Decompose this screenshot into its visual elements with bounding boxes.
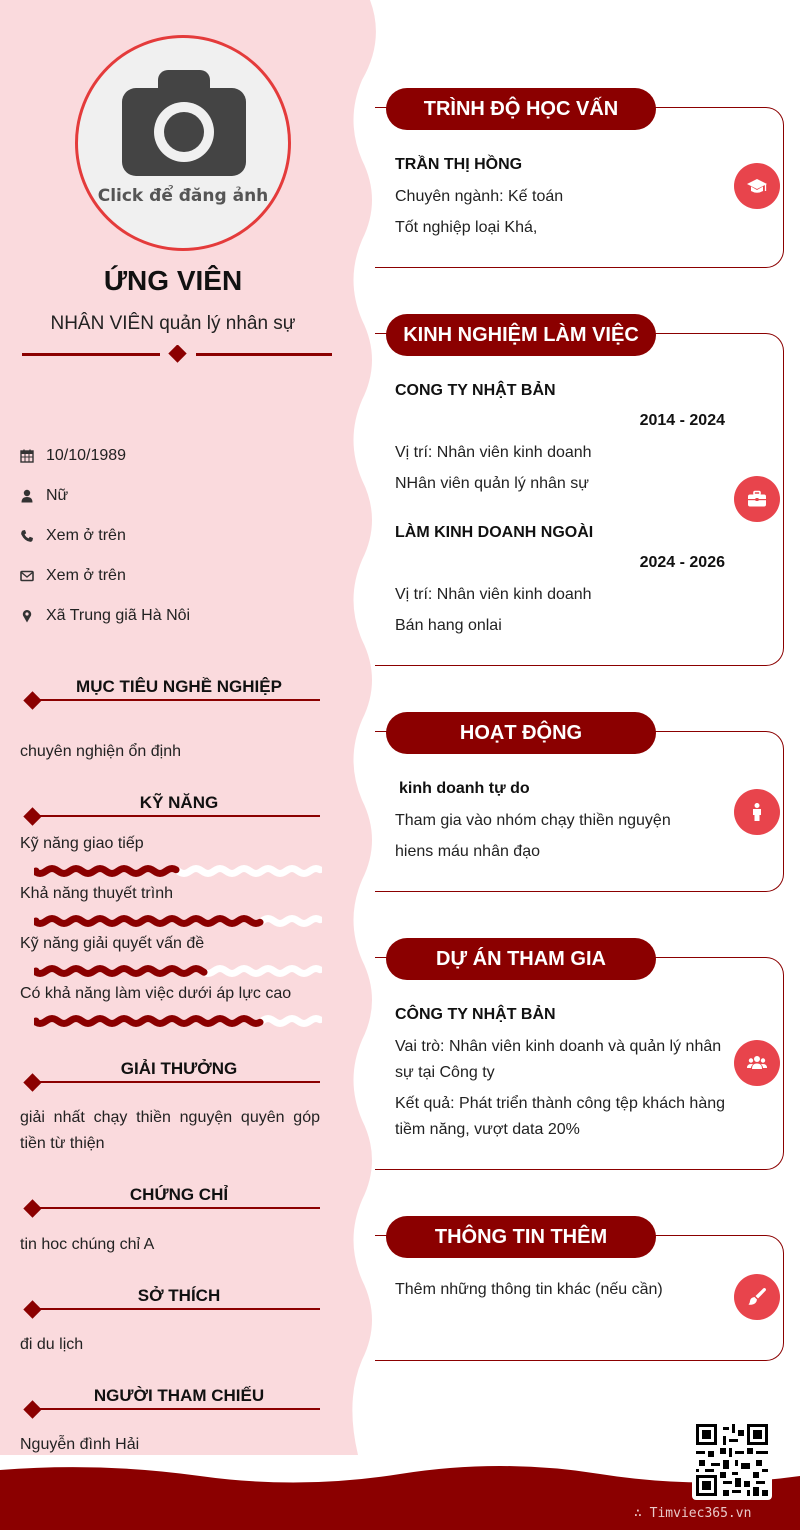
project-role: Vai trò: Nhân viên kinh doanh và quản lý nhân sự tại Công ty xyxy=(395,1038,722,1081)
references-heading xyxy=(22,1386,320,1413)
skill-level-bar xyxy=(34,1014,322,1028)
brand-watermark: ∴ Timviec365.vn xyxy=(634,1506,752,1521)
qr-code[interactable] xyxy=(692,1420,772,1500)
experience-company: LÀM KINH DOANH NGOÀI xyxy=(395,524,594,541)
experience-period: 2024 - 2026 xyxy=(639,554,725,571)
avatar-upload[interactable] xyxy=(75,35,291,251)
skill-level-bar xyxy=(34,864,322,878)
additional-title: THÔNG TIN THÊM xyxy=(386,1216,656,1258)
experience-company: CONG TY NHẬT BẢN xyxy=(395,382,556,399)
experience-description: NHân viên quản lý nhân sự xyxy=(395,475,589,492)
activities-title: HOẠT ĐỘNG xyxy=(386,712,656,754)
skill-bar-fill xyxy=(36,1019,260,1024)
contact-address-value: Xã Trung giã Hà Nôi xyxy=(46,607,191,624)
experience-position: Vị trí: Nhân viên kinh doanh xyxy=(395,444,592,461)
additional-text: Thêm những thông tin khác (nếu cần) xyxy=(395,1281,663,1298)
experience-position: Vị trí: Nhân viên kinh doanh xyxy=(395,586,592,603)
projects-title: DỰ ÁN THAM GIA xyxy=(386,938,656,980)
paintbrush-icon xyxy=(734,1274,780,1320)
skill-name: Khả năng thuyết trình xyxy=(20,885,173,902)
candidate-name: ỨNG VIÊN xyxy=(103,265,243,296)
avatar-upload-label: Click để đăng ảnh xyxy=(97,186,269,206)
calendar-icon xyxy=(18,446,46,466)
certificates-title: CHỨNG CHỈ xyxy=(129,1185,229,1204)
objective-title: MỤC TIÊU NGHỀ NGHIỆP xyxy=(76,677,282,696)
objective-heading xyxy=(22,677,320,704)
skill-name: Kỹ năng giải quyết vấn đề xyxy=(20,935,205,952)
map-pin-icon xyxy=(18,606,46,626)
skill-level-bar xyxy=(34,914,322,928)
skill-name: Có khả năng làm việc dưới áp lực cao xyxy=(20,985,292,1002)
references-title: NGƯỜI THAM CHIẾU xyxy=(93,1386,265,1405)
name-divider xyxy=(22,345,332,365)
activity-line: hiens máu nhân đạo xyxy=(395,843,540,860)
contact-phone-value: Xem ở trên xyxy=(46,527,126,544)
job-title: NHÂN VIÊN quản lý nhân sự xyxy=(50,313,296,334)
user-icon xyxy=(18,486,46,506)
person-icon xyxy=(734,789,780,835)
awards-title: GIẢI THƯỞNG xyxy=(120,1059,238,1078)
education-title: TRÌNH ĐỘ HỌC VẤN xyxy=(386,88,656,130)
envelope-icon xyxy=(18,566,46,586)
certificates-heading xyxy=(22,1185,320,1212)
skill-name: Kỹ năng giao tiếp xyxy=(20,835,144,852)
certificates-text: tin hoc chúng chỉ A xyxy=(20,1236,155,1253)
skills-title: KỸ NĂNG xyxy=(139,793,219,812)
skill-bar-fill xyxy=(36,869,176,874)
skill-level-bar xyxy=(34,964,322,978)
contact-gender-value: Nữ xyxy=(46,487,69,504)
phone-icon xyxy=(18,526,46,546)
contact-gender xyxy=(18,476,338,516)
contact-email xyxy=(18,556,338,596)
contact-dob xyxy=(18,436,338,476)
contact-info xyxy=(18,436,338,636)
hobbies-heading xyxy=(22,1286,320,1313)
skill-bar-fill xyxy=(36,969,204,974)
briefcase-icon xyxy=(734,476,780,522)
awards-heading xyxy=(22,1059,320,1086)
experience-description: Bán hang onlai xyxy=(395,617,502,634)
contact-address xyxy=(18,596,338,636)
activity-line: Tham gia vào nhóm chạy thiền nguyện xyxy=(395,812,671,829)
activity-name: kinh doanh tự do xyxy=(399,780,530,797)
skill-bar-fill xyxy=(36,919,260,924)
project-result: Kết quả: Phát triển thành công tệp khách hàng tiềm năng, vượt data 20% xyxy=(395,1095,726,1138)
contact-email-value: Xem ở trên xyxy=(46,567,126,584)
experience-title: KINH NGHIỆM LÀM VIỆC xyxy=(386,314,656,356)
objective-text: chuyên nghiện ổn định xyxy=(20,743,182,760)
references-text: Nguyễn đình Hải xyxy=(20,1436,140,1453)
experience-period: 2014 - 2024 xyxy=(639,412,725,429)
skills-heading xyxy=(22,793,320,820)
graduation-cap-icon xyxy=(734,163,780,209)
awards-text: giải nhất chạy thiền nguyện quyên góp tiền từ thiện xyxy=(20,1109,320,1152)
project-company: CÔNG TY NHẬT BẢN xyxy=(395,1006,556,1023)
education-school: TRẦN THỊ HỒNG xyxy=(395,156,523,173)
hobbies-title: SỞ THÍCH xyxy=(137,1286,221,1305)
users-icon xyxy=(734,1040,780,1086)
contact-phone xyxy=(18,516,338,556)
camera-icon xyxy=(122,70,246,178)
contact-dob-value: 10/10/1989 xyxy=(46,447,127,464)
hobbies-text: đi du lịch xyxy=(20,1336,84,1353)
education-grade: Tốt nghiệp loại Khá, xyxy=(395,219,538,236)
qr-code-icon xyxy=(696,1424,768,1496)
education-major: Chuyên ngành: Kế toán xyxy=(395,188,564,205)
